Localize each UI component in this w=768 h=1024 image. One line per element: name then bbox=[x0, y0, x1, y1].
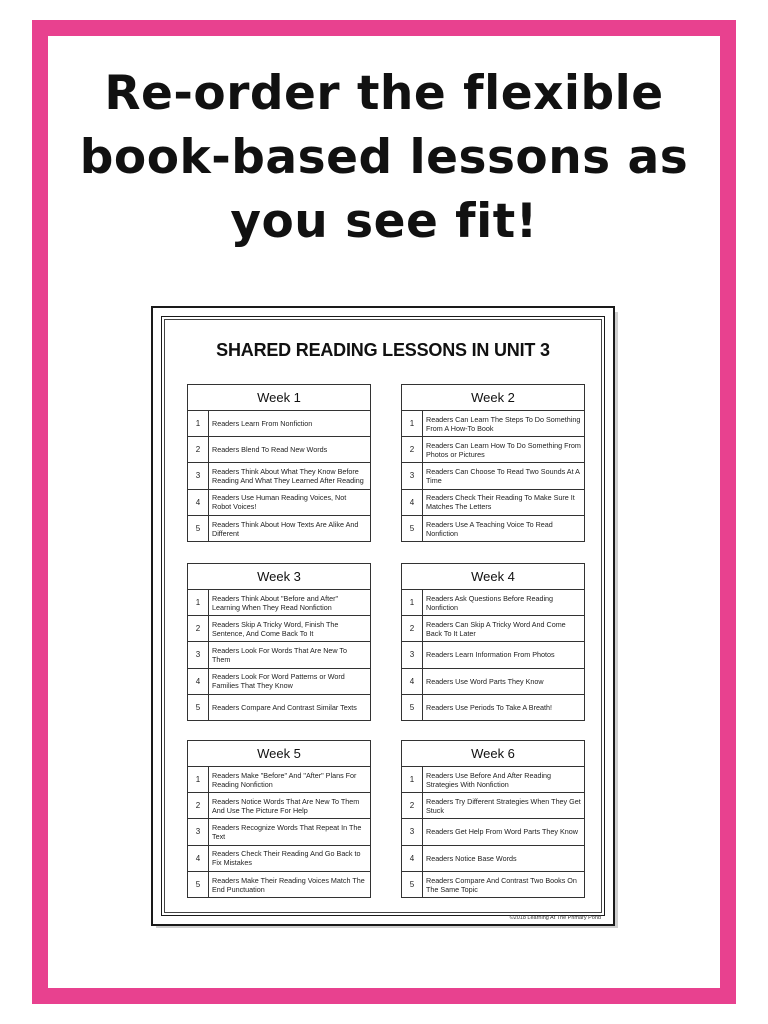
week-table bbox=[187, 563, 371, 721]
lesson-number: 4 bbox=[402, 846, 423, 871]
lesson-text: Readers Try Different Strategies When They Get Stuck bbox=[426, 796, 581, 815]
lesson-number: 3 bbox=[402, 819, 423, 844]
copyright-text: ©2018 Learning At The Primary Pond bbox=[509, 915, 601, 921]
lesson-text: Readers Notice Words That Are New To Them And Use The Picture For Help bbox=[212, 796, 360, 815]
lesson-row bbox=[188, 642, 370, 668]
headline-line-2: book-based lessons as bbox=[79, 130, 689, 185]
lesson-text: Readers Make "Before" And "After" Plans For Reading Nonfiction bbox=[212, 770, 357, 789]
lesson-number: 4 bbox=[402, 490, 423, 515]
lesson-number: 4 bbox=[188, 490, 209, 515]
week-table bbox=[401, 563, 585, 721]
lesson-number: 5 bbox=[188, 516, 209, 542]
lesson-row bbox=[402, 411, 584, 437]
lesson-row bbox=[188, 590, 370, 616]
lesson-row bbox=[402, 819, 584, 845]
lesson-text: Readers Can Learn How To Do Something From Photos or Pictures bbox=[426, 440, 581, 459]
lesson-number: 5 bbox=[402, 695, 423, 721]
lesson-number: 1 bbox=[402, 767, 423, 792]
lesson-text: Readers Use Word Parts They Know bbox=[426, 676, 544, 686]
headline-line-1: Re-order the flexible bbox=[104, 66, 664, 121]
lesson-number: 3 bbox=[402, 642, 423, 667]
lesson-number: 5 bbox=[188, 695, 209, 721]
lesson-number: 3 bbox=[188, 819, 209, 844]
week-table bbox=[401, 740, 585, 898]
lesson-text: Readers Look For Words That Are New To Them bbox=[212, 645, 348, 664]
lesson-text: Readers Get Help From Word Parts They Know bbox=[426, 827, 578, 837]
lesson-row bbox=[402, 463, 584, 489]
lesson-row bbox=[402, 695, 584, 721]
lesson-row bbox=[188, 437, 370, 463]
lesson-text: Readers Check Their Reading To Make Sure It Matches The Letters bbox=[426, 493, 575, 512]
lesson-row bbox=[402, 846, 584, 872]
lesson-row bbox=[188, 516, 370, 542]
lesson-row bbox=[188, 767, 370, 793]
lesson-number: 2 bbox=[402, 437, 423, 462]
lesson-row bbox=[402, 516, 584, 542]
week-title: Week 1 bbox=[188, 385, 370, 411]
lesson-row bbox=[402, 437, 584, 463]
lesson-row bbox=[188, 872, 370, 898]
lesson-text: Readers Use A Teaching Voice To Read Nonfiction bbox=[426, 519, 553, 538]
week-title: Week 3 bbox=[188, 564, 370, 590]
lesson-number: 4 bbox=[188, 846, 209, 871]
lesson-number: 1 bbox=[402, 590, 423, 615]
lesson-row bbox=[188, 411, 370, 437]
lesson-number: 1 bbox=[402, 411, 423, 436]
lesson-text: Readers Blend To Read New Words bbox=[212, 445, 328, 455]
week-title: Week 5 bbox=[188, 741, 370, 767]
lesson-text: Readers Recognize Words That Repeat In The Text bbox=[212, 822, 362, 841]
week-table bbox=[401, 384, 585, 542]
lesson-number: 3 bbox=[188, 463, 209, 488]
week-title: Week 2 bbox=[402, 385, 584, 411]
lesson-row bbox=[188, 490, 370, 516]
lesson-row bbox=[188, 695, 370, 721]
lesson-number: 2 bbox=[402, 616, 423, 641]
lesson-row bbox=[188, 793, 370, 819]
sheet-title: SHARED READING LESSONS IN UNIT 3 bbox=[216, 340, 550, 360]
headline bbox=[48, 62, 720, 254]
lesson-row bbox=[402, 669, 584, 695]
lesson-text: Readers Can Learn The Steps To Do Something From A How-To Book bbox=[426, 414, 581, 433]
lesson-sheet bbox=[151, 306, 615, 926]
lesson-text: Readers Check Their Reading And Go Back to Fix Mistakes bbox=[212, 849, 361, 868]
lesson-text: Readers Think About "Before and After" Learning When They Read Nonfiction bbox=[212, 593, 339, 612]
headline-line-3: you see fit! bbox=[230, 194, 538, 249]
lesson-text: Readers Think About How Texts Are Alike And Different bbox=[212, 519, 359, 538]
lesson-row bbox=[402, 642, 584, 668]
lesson-text: Readers Ask Questions Before Reading Nonfiction bbox=[426, 593, 554, 612]
lesson-number: 2 bbox=[188, 793, 209, 818]
week-table bbox=[187, 384, 371, 542]
lesson-number: 2 bbox=[188, 437, 209, 462]
lesson-number: 3 bbox=[402, 463, 423, 488]
lesson-number: 3 bbox=[188, 642, 209, 667]
lesson-number: 1 bbox=[188, 767, 209, 792]
lesson-text: Readers Look For Word Patterns or Word Families That They Know bbox=[212, 672, 345, 691]
lesson-number: 5 bbox=[402, 872, 423, 898]
lesson-number: 5 bbox=[188, 872, 209, 898]
lesson-row bbox=[188, 846, 370, 872]
lesson-number: 2 bbox=[402, 793, 423, 818]
lesson-text: Readers Use Periods To Take A Breath! bbox=[426, 703, 552, 713]
lesson-row bbox=[402, 793, 584, 819]
lesson-row bbox=[402, 872, 584, 898]
lesson-number: 2 bbox=[188, 616, 209, 641]
week-title: Week 6 bbox=[402, 741, 584, 767]
lesson-row bbox=[188, 669, 370, 695]
lesson-text: Readers Compare And Contrast Similar Texts bbox=[212, 703, 357, 713]
lesson-text: Readers Learn From Nonfiction bbox=[212, 419, 313, 429]
lesson-text: Readers Can Choose To Read Two Sounds At A Time bbox=[426, 466, 580, 485]
lesson-number: 5 bbox=[402, 516, 423, 542]
lesson-row bbox=[402, 767, 584, 793]
lesson-text: Readers Learn Information From Photos bbox=[426, 650, 555, 660]
lesson-number: 4 bbox=[188, 669, 209, 694]
lesson-row bbox=[188, 463, 370, 489]
lesson-text: Readers Make Their Reading Voices Match The End Punctuation bbox=[212, 875, 365, 894]
lesson-row bbox=[402, 616, 584, 642]
lesson-row bbox=[402, 490, 584, 516]
lesson-number: 1 bbox=[188, 590, 209, 615]
lesson-text: Readers Compare And Contrast Two Books On The Same Topic bbox=[426, 875, 577, 894]
lesson-number: 1 bbox=[188, 411, 209, 436]
lesson-text: Readers Skip A Tricky Word, Finish The Sentence, And Come Back To It bbox=[212, 619, 339, 638]
week-title: Week 4 bbox=[402, 564, 584, 590]
lesson-row bbox=[188, 616, 370, 642]
lesson-number: 4 bbox=[402, 669, 423, 694]
lesson-text: Readers Think About What They Know Before Reading And What They Learned After Reading bbox=[212, 466, 364, 485]
lesson-text: Readers Can Skip A Tricky Word And Come Back To It Later bbox=[426, 619, 566, 638]
lesson-row bbox=[188, 819, 370, 845]
lesson-text: Readers Use Human Reading Voices, Not Robot Voices! bbox=[212, 493, 347, 512]
week-table bbox=[187, 740, 371, 898]
lesson-text: Readers Use Before And After Reading Strategies With Nonfiction bbox=[426, 770, 552, 789]
lesson-row bbox=[402, 590, 584, 616]
lesson-text: Readers Notice Base Words bbox=[426, 853, 517, 863]
